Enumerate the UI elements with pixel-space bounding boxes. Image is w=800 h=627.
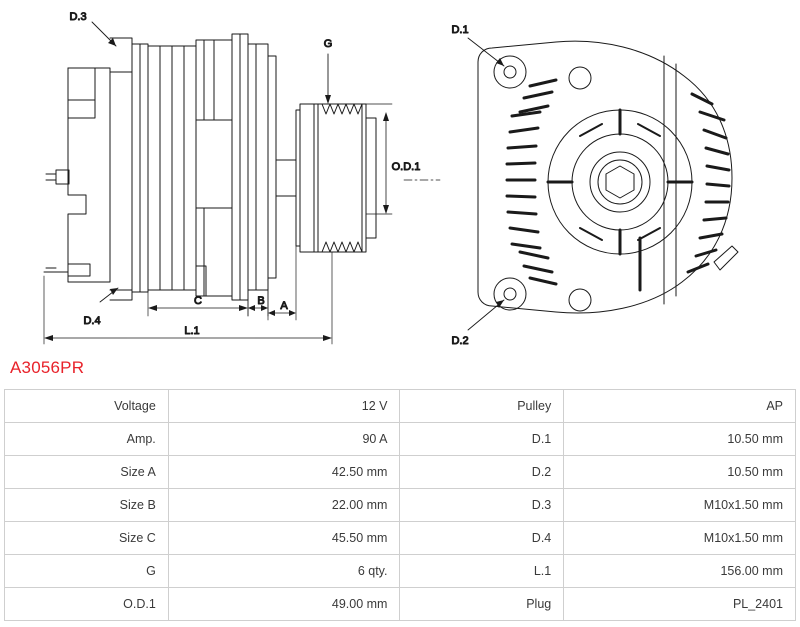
- groove-3-bot: [338, 242, 346, 252]
- table-row: [5, 555, 796, 588]
- spec-label-d3: D.3: [400, 489, 564, 522]
- groove-1-bot: [322, 242, 330, 252]
- groove-4-bot: [346, 242, 354, 252]
- c-arrow-left: [148, 305, 157, 311]
- l1-arrow-right: [323, 335, 332, 341]
- od1-arrow-bottom: [383, 205, 389, 214]
- front-housing-outline: [478, 41, 732, 313]
- fan-spokes: [548, 110, 692, 254]
- table-row: [5, 522, 796, 555]
- label-d3: D.3: [69, 11, 87, 23]
- spec-value-d4: M10x1.50 mm: [564, 522, 796, 555]
- spec-label-d4: D.4: [400, 522, 564, 555]
- label-g: G: [323, 38, 333, 50]
- l1-arrow-left: [44, 335, 53, 341]
- table-row: [5, 390, 796, 423]
- spec-label-size-b: Size B: [5, 489, 169, 522]
- rear-housing-detail: [68, 100, 95, 118]
- c-arrow-right: [239, 305, 248, 311]
- part-number-title: A3056PR: [10, 358, 85, 377]
- vent-slots-left: [507, 112, 540, 248]
- front-hub-ring: [590, 152, 650, 212]
- groove-1-top: [322, 104, 330, 114]
- spec-label-l1: L.1: [400, 555, 564, 588]
- d1-arrow: [496, 58, 504, 66]
- front-hub-inner: [598, 160, 642, 204]
- center-nut: [606, 166, 634, 198]
- a-arrow-right: [289, 310, 296, 316]
- spec-value-voltage: 12 V: [168, 390, 400, 423]
- front-bracket-outer: [248, 44, 268, 290]
- label-od1: O.D.1: [391, 161, 421, 173]
- g-arrow: [325, 95, 331, 104]
- table-row: [5, 423, 796, 456]
- label-b: B: [257, 295, 265, 307]
- rear-terminal-block: [56, 170, 69, 184]
- label-c: C: [194, 295, 202, 307]
- spec-value-amp: 90 A: [168, 423, 400, 456]
- pulley-end-cap: [366, 118, 376, 238]
- label-d4: D.4: [83, 315, 101, 327]
- spec-value-od1: 49.00 mm: [168, 588, 400, 621]
- spec-value-l1: 156.00 mm: [564, 555, 796, 588]
- mount-hole-bottom: [504, 288, 516, 300]
- groove-4-top: [346, 104, 354, 114]
- table-row: [5, 588, 796, 621]
- front-view-drawing: [451, 24, 738, 347]
- rear-connector: [68, 264, 90, 276]
- table-row: [5, 456, 796, 489]
- front-lower-tab: [714, 246, 738, 270]
- fan-spokes-diagonal: [580, 124, 660, 240]
- spec-label-d1: D.1: [400, 423, 564, 456]
- spec-label-amp: Amp.: [5, 423, 169, 456]
- groove-5-top: [354, 104, 362, 114]
- mount-hole-top: [504, 66, 516, 78]
- groove-2-bot: [330, 242, 338, 252]
- rear-terminal-pins: [46, 174, 56, 180]
- spec-value-g: 6 qty.: [168, 555, 400, 588]
- label-l1: L.1: [184, 325, 200, 337]
- label-a: A: [280, 300, 288, 312]
- b-arrow-left: [248, 305, 255, 311]
- spec-label-pulley: Pulley: [400, 390, 564, 423]
- groove-2-top: [330, 104, 338, 114]
- pulley-grooves-area: [314, 104, 366, 252]
- vent-slots-right: [688, 94, 729, 272]
- rear-housing-top-notch: [68, 68, 95, 100]
- d4-arrow: [110, 288, 118, 295]
- spec-label-size-a: Size A: [5, 456, 169, 489]
- front-boss-bottom: [569, 289, 591, 311]
- spec-label-g: G: [5, 555, 169, 588]
- label-d2: D.2: [451, 335, 469, 347]
- od1-arrow-top: [383, 112, 389, 121]
- groove-5-bot: [354, 242, 362, 252]
- pulley-hub: [296, 110, 300, 246]
- front-nose: [268, 56, 276, 278]
- pulley-body: [300, 104, 314, 252]
- spec-label-plug: Plug: [400, 588, 564, 621]
- spec-value-size-a: 42.50 mm: [168, 456, 400, 489]
- table-row: [5, 489, 796, 522]
- spec-label-od1: O.D.1: [5, 588, 169, 621]
- spec-label-voltage: Voltage: [5, 390, 169, 423]
- groove-3-top: [338, 104, 346, 114]
- front-pulley-mid: [572, 134, 668, 230]
- specification-table: [4, 389, 796, 621]
- label-d1: D.1: [451, 24, 469, 36]
- shaft: [276, 160, 296, 196]
- spec-value-pulley: AP: [564, 390, 796, 423]
- spec-label-size-c: Size C: [5, 522, 169, 555]
- spec-value-d2: 10.50 mm: [564, 456, 796, 489]
- a-arrow-left: [268, 310, 275, 316]
- spec-value-d3: M10x1.50 mm: [564, 489, 796, 522]
- spec-value-plug: PL_2401: [564, 588, 796, 621]
- spec-value-d1: 10.50 mm: [564, 423, 796, 456]
- spec-value-size-c: 45.50 mm: [168, 522, 400, 555]
- side-view-drawing: [44, 11, 440, 344]
- spec-value-size-b: 22.00 mm: [168, 489, 400, 522]
- spec-label-d2: D.2: [400, 456, 564, 489]
- front-boss-top: [569, 67, 591, 89]
